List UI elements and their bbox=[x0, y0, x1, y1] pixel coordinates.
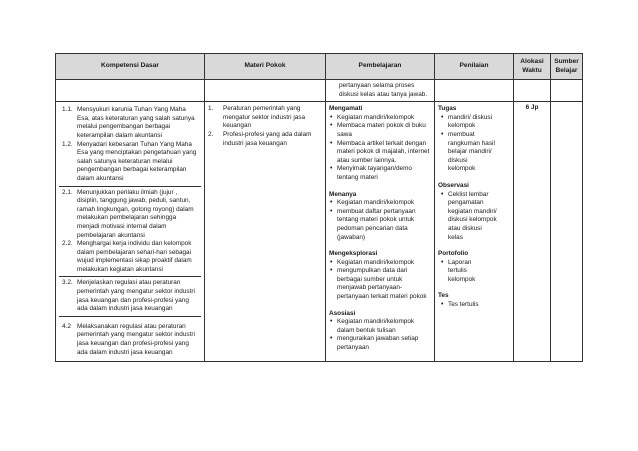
kd-group-3 bbox=[59, 277, 201, 316]
pembelajaran-item: • Menyimak tayangan/demo tentang materi bbox=[329, 165, 431, 182]
tes-heading: Tes bbox=[438, 292, 449, 300]
kd-item: 2.1. Menunjukkan perilaku ilmiah (jujur , disiplin, tanggung jawab, peduli, santun, ramah lingkungan, gotong royong) dalam melakukan pembelajaran sehingga menjadi motivasi internal dalam pembelajaran akuntansi bbox=[62, 188, 194, 239]
content-row bbox=[56, 102, 583, 362]
continuation-text: pertanyaan selama proses diskusi kelas atau tanya jawab. bbox=[326, 80, 435, 102]
eksplorasi-heading: Mengeksplorasi bbox=[329, 250, 378, 258]
kd-group-2 bbox=[59, 187, 201, 278]
pembelajaran-item: • Kegiatan mandiri/kelompok bbox=[329, 114, 431, 123]
pembelajaran-item: • Membaca artikel terkait dengan materi pokok di majalah, internet atau sumber lainnya. bbox=[329, 140, 431, 166]
penilaian-item: • membuat rangkuman hasil belajar mandiri/ diskusi kelompok bbox=[438, 131, 496, 174]
header-materi: Materi Pokok bbox=[205, 54, 326, 80]
pembelajaran-item: • Kegiatan mandiri/kelompok dalam bentuk tulisan bbox=[329, 318, 431, 335]
kd-group-1 bbox=[59, 104, 201, 186]
kd-item: 1.2. Menyadari kebesaran Tuhan Yang Maha Esa yang menciptakan pengetahuan yang salah satunya keteraturan melalui pengembangan berbagai keterampilan dalam akuntansi bbox=[62, 140, 197, 182]
header-penilaian: Penilaian bbox=[435, 54, 514, 80]
penilaian-item: • Tes tertulis bbox=[438, 301, 510, 310]
continuation-row bbox=[56, 80, 583, 102]
kd-item: 1.1. Mensyukuri karunia Tuhan Yang Maha Esa, atas keteraturan yang salah satunya melalui pengembangan berbagai keterampilan dalam akuntansi bbox=[62, 106, 195, 139]
penilaian-item: • Ceklist lembar pengamatan kegiatan mandiri/ diskusi kelompok atau diskusi kelas bbox=[438, 191, 498, 243]
materi-cell bbox=[205, 102, 326, 362]
header-sumber: Sumber Belajar bbox=[551, 54, 583, 80]
syllabus-document bbox=[55, 53, 582, 451]
materi-item: 1. Peraturan pemerintah yang mengatur sektor industri jasa keuangan bbox=[208, 105, 306, 130]
pembelajaran-item: • Kegiatan mandiri/kelompok bbox=[329, 199, 431, 208]
pembelajaran-cell bbox=[326, 102, 435, 362]
alokasi-cell: 6 Jp bbox=[514, 102, 551, 362]
kd-item: 3.2. Menjelaskan regulasi atau peraturan pemerintah yang mengatur sektor industri jasa keuangan dan profesi-profesi yang ada dalam industri jasa keuangan bbox=[62, 279, 195, 313]
sumber-cell bbox=[551, 102, 583, 362]
observasi-heading: Observasi bbox=[438, 181, 469, 189]
header-row bbox=[56, 54, 583, 80]
materi-item: 2. Profesi-profesi yang ada dalam industri jasa keuangan bbox=[208, 130, 312, 147]
header-kd: Kompetensi Dasar bbox=[56, 54, 205, 80]
penilaian-item: • mandiri/ diskusi kelompok bbox=[438, 114, 496, 131]
portofolio-heading: Portofolio bbox=[438, 250, 469, 258]
menanya-heading: Menanya bbox=[329, 190, 357, 198]
syllabus-table bbox=[55, 53, 583, 362]
penilaian-cell bbox=[435, 102, 514, 362]
penilaian-item: • Laporan tertulis kelompok bbox=[438, 259, 488, 285]
pembelajaran-item: • Membaca materi pokok di buku sawa bbox=[329, 122, 431, 139]
mengamati-heading: Mengamati bbox=[329, 105, 363, 113]
tugas-heading: Tugas bbox=[438, 105, 457, 113]
pembelajaran-item: • Kegiatan mandiri/kelompok bbox=[329, 259, 431, 268]
kd-cell bbox=[56, 102, 205, 362]
kd-item: 2.2. Menghargai kerja individu dan kelompok dalam pembelajaran sehari-hari sebagai wujud implementasi sikap proaktif dalam melakukan kegiatan akuntansi bbox=[62, 240, 192, 273]
header-pembelajaran: Pembelajaran bbox=[326, 54, 435, 80]
header-alokasi: Alokasi Waktu bbox=[514, 54, 551, 80]
pembelajaran-item: • menguraikan jawaban setiap pertanyaan bbox=[329, 335, 431, 352]
pembelajaran-item: • membuat daftar pertanyaan tentang materi pokok untuk pedoman pencarian data (jawaban) bbox=[329, 208, 431, 242]
asosiasi-heading: Asosiasi bbox=[329, 309, 356, 317]
pembelajaran-item: • mengumpulkan data dari berbagai sumber untuk menjawab pertanyaan-pertanyaan terkait materi pokok bbox=[329, 267, 431, 301]
kd-item: 4.2 Melaksanakan regulasi atau peraturan pemerintah yang mengatur sektor industri jasa keuangan dan profesi-profesi yang ada dalam industri jasa keuangan bbox=[62, 322, 195, 356]
kd-group-4 bbox=[59, 317, 201, 359]
